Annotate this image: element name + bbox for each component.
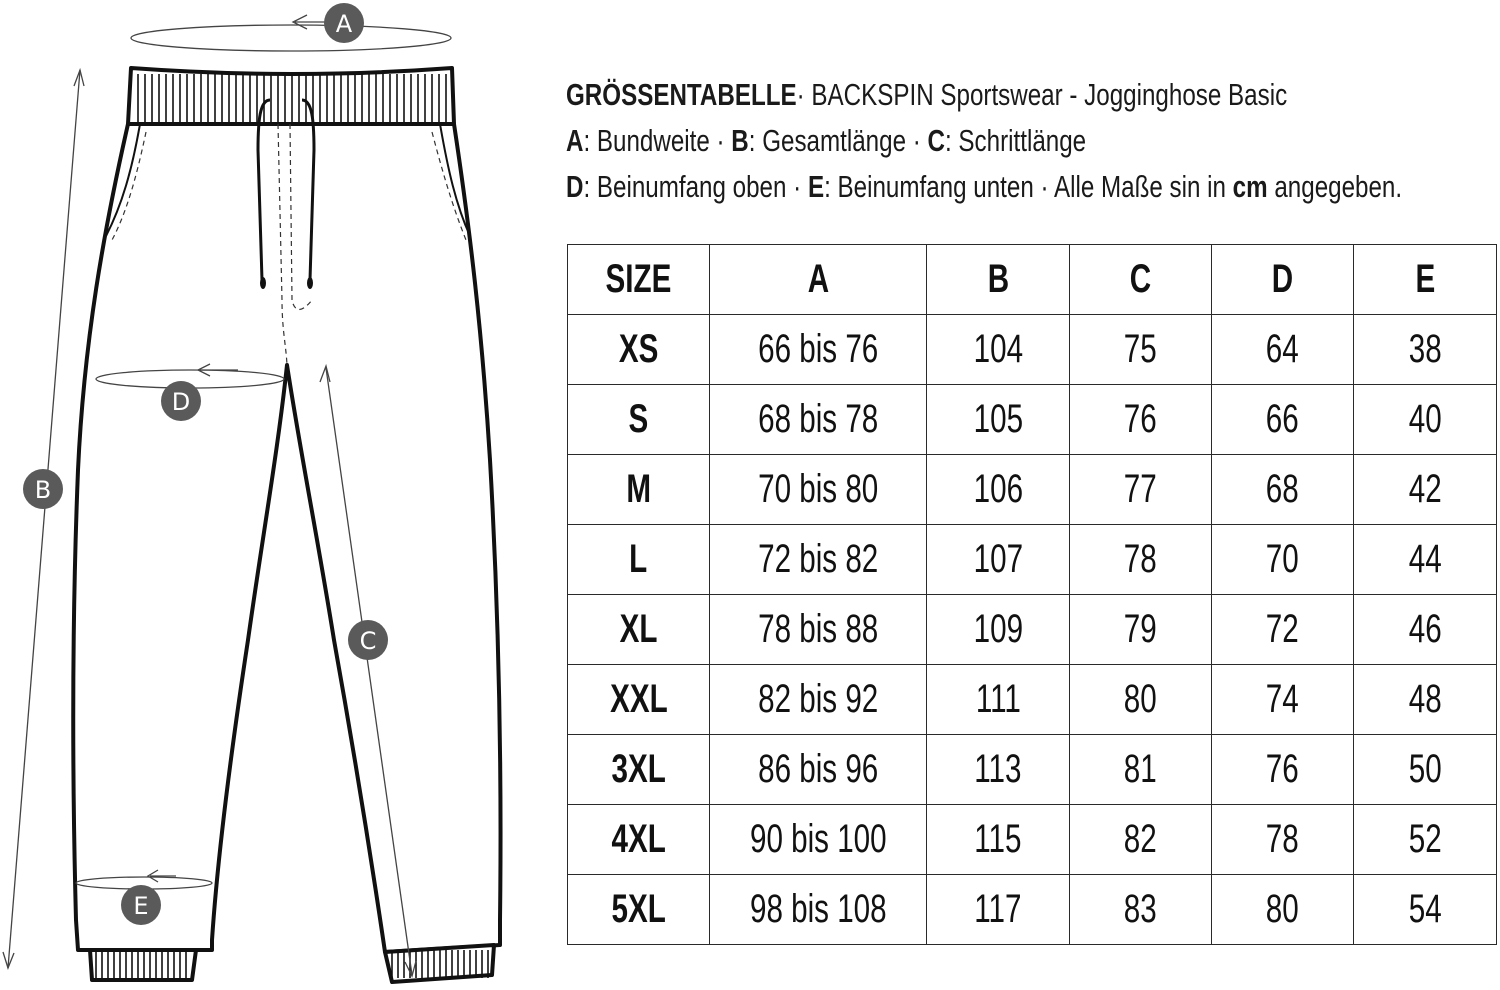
measure-cell xyxy=(927,385,1070,455)
header-legend-line-1 xyxy=(566,118,1500,164)
measure-cell xyxy=(1354,665,1497,735)
cell-value: 115 xyxy=(974,817,1022,861)
svg-text:C: C xyxy=(359,627,377,655)
measure-cell xyxy=(1354,735,1497,805)
measure-cell xyxy=(927,315,1070,385)
measure-cell xyxy=(927,875,1070,945)
measure-cell xyxy=(1070,385,1212,455)
table-row xyxy=(568,875,1497,945)
size-cell xyxy=(568,385,710,455)
drawstring-tip-right xyxy=(307,277,313,289)
measure-cell xyxy=(927,665,1070,735)
column-header-label: B xyxy=(987,257,1009,301)
measure-cell xyxy=(1070,525,1212,595)
measure-cell xyxy=(710,315,927,385)
measure-cell xyxy=(1354,595,1497,665)
cell-value: 76 xyxy=(1266,747,1299,791)
cell-value: 40 xyxy=(1408,397,1442,441)
cell-value: 111 xyxy=(975,677,1021,721)
cell-value: L xyxy=(629,537,648,581)
legend-key: D xyxy=(566,169,584,204)
cell-value: 38 xyxy=(1408,327,1442,371)
table-row xyxy=(568,385,1497,455)
size-cell xyxy=(568,665,710,735)
measure-cell xyxy=(1070,735,1212,805)
size-cell xyxy=(568,455,710,525)
measure-cell xyxy=(927,805,1070,875)
table-row xyxy=(568,595,1497,665)
legend-key: B xyxy=(731,123,749,158)
cell-value: 90 bis 100 xyxy=(749,817,887,861)
table-row xyxy=(568,735,1497,805)
cell-value: 76 xyxy=(1124,397,1157,441)
measure-cell xyxy=(1070,315,1212,385)
cell-value: 82 xyxy=(1124,817,1157,861)
cell-value: 68 bis 78 xyxy=(757,397,879,441)
size-table xyxy=(567,244,1497,945)
size-cell xyxy=(568,805,710,875)
size-chart-header xyxy=(566,72,1500,210)
legend-text: : Schrittlänge xyxy=(944,123,1087,158)
cell-value: 80 xyxy=(1266,887,1299,931)
measure-cell xyxy=(1070,665,1212,735)
cell-value: 44 xyxy=(1408,537,1442,581)
legend-text: : Bundweite · xyxy=(583,123,732,158)
legend-text: : Beinumfang unten · Alle Maße sin in xyxy=(824,169,1233,204)
cell-value: S xyxy=(628,397,649,441)
column-header-label: E xyxy=(1415,257,1435,301)
measure-cell xyxy=(1212,875,1354,945)
measure-cell xyxy=(1354,875,1497,945)
measure-cell xyxy=(1354,525,1497,595)
cell-value: 66 bis 76 xyxy=(757,327,879,371)
legend-key: E xyxy=(807,169,825,204)
cell-value: 117 xyxy=(974,887,1022,931)
table-row xyxy=(568,805,1497,875)
cell-value: 80 xyxy=(1124,677,1157,721)
waist-measure-ellipse xyxy=(131,25,451,51)
measure-cell xyxy=(1354,315,1497,385)
pants-outline xyxy=(73,124,500,952)
cell-value: 42 xyxy=(1408,467,1442,511)
cell-value: 83 xyxy=(1124,887,1157,931)
measure-cell xyxy=(1212,735,1354,805)
measure-cell xyxy=(710,805,927,875)
measure-cell xyxy=(1212,525,1354,595)
cell-value: 66 xyxy=(1266,397,1299,441)
measure-cell xyxy=(710,455,927,525)
cell-value: 78 xyxy=(1124,537,1157,581)
cell-value: XS xyxy=(618,327,659,371)
cell-value: 5XL xyxy=(611,887,666,931)
cell-value: 50 xyxy=(1408,747,1442,791)
cell-value: 113 xyxy=(974,747,1022,791)
measure-cell xyxy=(1070,875,1212,945)
measure-cell xyxy=(1070,595,1212,665)
measure-cell xyxy=(1070,805,1212,875)
legend-key: A xyxy=(566,123,584,158)
drawstring-tip-left xyxy=(260,277,266,289)
table-header-row xyxy=(568,245,1497,315)
cell-value: 54 xyxy=(1408,887,1442,931)
column-header-label: A xyxy=(807,257,829,301)
column-header-label: D xyxy=(1271,257,1294,301)
table-row xyxy=(568,455,1497,525)
cell-value: 79 xyxy=(1124,607,1157,651)
cell-value: 48 xyxy=(1408,677,1442,721)
cell-value: 77 xyxy=(1124,467,1157,511)
cell-value: 74 xyxy=(1266,677,1299,721)
column-header xyxy=(1212,245,1354,315)
measure-cell xyxy=(927,455,1070,525)
header-title: GRÖSSENTABELLE xyxy=(566,77,797,112)
cell-value: 70 xyxy=(1266,537,1299,581)
column-header xyxy=(568,245,710,315)
table-body xyxy=(568,315,1497,945)
svg-text:D: D xyxy=(171,388,191,416)
cell-value: 72 xyxy=(1266,607,1299,651)
measure-cell xyxy=(1354,805,1497,875)
header-title-line xyxy=(566,72,1500,118)
cell-value: 64 xyxy=(1266,327,1299,371)
cell-value: 109 xyxy=(973,607,1023,651)
cell-value: 82 bis 92 xyxy=(757,677,879,721)
measure-cell xyxy=(927,595,1070,665)
measure-cell xyxy=(710,875,927,945)
measure-cell xyxy=(1354,455,1497,525)
legend-key: C xyxy=(927,123,945,158)
size-cell xyxy=(568,735,710,805)
table-row xyxy=(568,665,1497,735)
svg-text:E: E xyxy=(133,892,149,920)
length-guide-line xyxy=(8,70,80,968)
cell-value: 70 bis 80 xyxy=(757,467,879,511)
size-cell xyxy=(568,875,710,945)
cell-value: 105 xyxy=(973,397,1023,441)
marker-e xyxy=(121,885,161,925)
table-row xyxy=(568,315,1497,385)
marker-b xyxy=(23,469,63,509)
header-legend-line-2 xyxy=(566,164,1500,210)
cell-value: 75 xyxy=(1124,327,1157,371)
measure-cell xyxy=(927,735,1070,805)
legend-key: cm xyxy=(1232,169,1268,204)
cell-value: 106 xyxy=(973,467,1023,511)
legend-text: : Beinumfang oben · xyxy=(583,169,808,204)
size-cell xyxy=(568,315,710,385)
cell-value: 104 xyxy=(973,327,1023,371)
measure-cell xyxy=(1212,315,1354,385)
column-header-label: C xyxy=(1129,257,1152,301)
cell-value: 52 xyxy=(1408,817,1442,861)
cell-value: XXL xyxy=(609,677,668,721)
measure-cell xyxy=(1212,385,1354,455)
cell-value: 86 bis 96 xyxy=(757,747,879,791)
cell-value: 98 bis 108 xyxy=(749,887,887,931)
cell-value: 72 bis 82 xyxy=(757,537,879,581)
measure-cell xyxy=(1212,455,1354,525)
table-row xyxy=(568,525,1497,595)
measure-cell xyxy=(710,595,927,665)
legend-text: angegeben. xyxy=(1267,169,1403,204)
marker-c xyxy=(348,620,388,660)
measure-cell xyxy=(1212,805,1354,875)
svg-text:A: A xyxy=(335,10,353,38)
cell-value: 3XL xyxy=(611,747,666,791)
measure-cell xyxy=(710,665,927,735)
cell-value: 78 xyxy=(1266,817,1299,861)
measure-cell xyxy=(710,525,927,595)
measure-cell xyxy=(927,525,1070,595)
marker-d xyxy=(161,381,201,421)
header-subtitle: · BACKSPIN Sportswear - Jogginghose Basic xyxy=(796,77,1288,112)
pants-size-diagram xyxy=(0,0,560,990)
size-cell xyxy=(568,595,710,665)
cell-value: 68 xyxy=(1266,467,1299,511)
measure-cell xyxy=(1212,595,1354,665)
legend-text: : Gesamtlänge · xyxy=(748,123,928,158)
svg-text:B: B xyxy=(34,476,52,504)
measure-cell xyxy=(1354,385,1497,455)
cell-value: M xyxy=(626,467,651,511)
cell-value: 78 bis 88 xyxy=(757,607,879,651)
measure-cell xyxy=(710,735,927,805)
size-cell xyxy=(568,525,710,595)
column-header xyxy=(927,245,1070,315)
column-header xyxy=(710,245,927,315)
cell-value: XL xyxy=(619,607,658,651)
marker-a xyxy=(324,3,364,43)
waistband xyxy=(128,68,454,124)
column-header xyxy=(1070,245,1212,315)
cell-value: 81 xyxy=(1124,747,1157,791)
cell-value: 107 xyxy=(973,537,1023,581)
measure-cell xyxy=(1212,665,1354,735)
cell-value: 4XL xyxy=(611,817,666,861)
cell-value: 46 xyxy=(1408,607,1442,651)
measure-cell xyxy=(710,385,927,455)
column-header xyxy=(1354,245,1497,315)
column-header-label: SIZE xyxy=(605,257,672,301)
measure-cell xyxy=(1070,455,1212,525)
